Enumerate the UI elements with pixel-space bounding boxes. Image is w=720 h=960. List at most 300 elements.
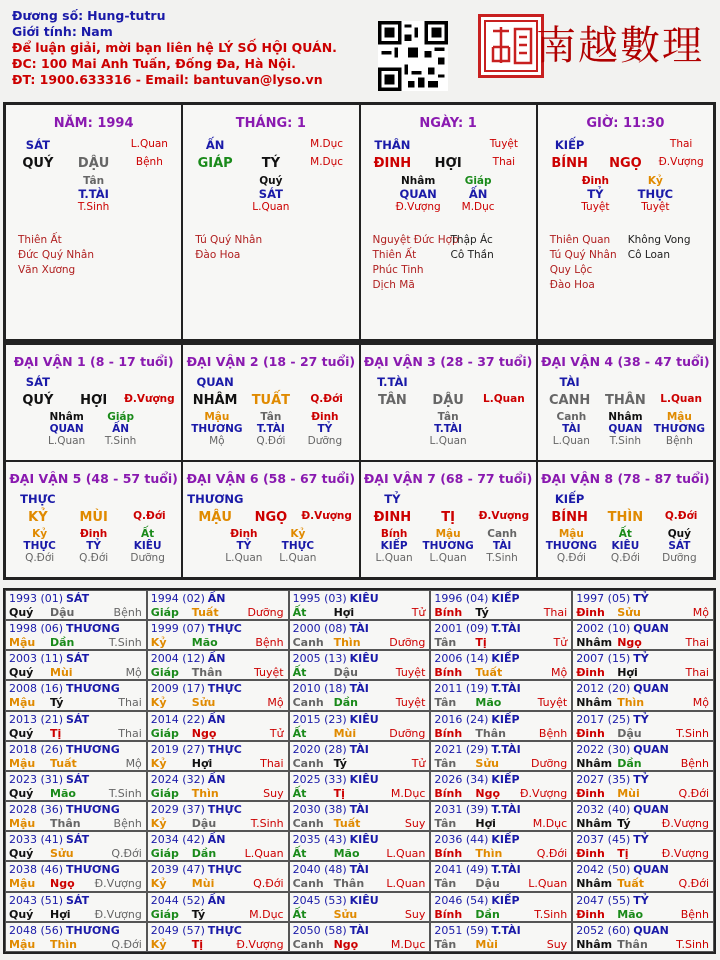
hidden-stem-stage: T.Sinh [104, 435, 137, 447]
year-life-stage: Thai [118, 696, 142, 710]
hidden-stem [625, 175, 685, 213]
year-cell[interactable] [147, 861, 289, 891]
year-god: KIÊU [349, 833, 379, 847]
year-branch: Ngọ [475, 786, 501, 800]
pillar-cell[interactable] [182, 104, 359, 340]
year-stem: Đinh [576, 726, 605, 740]
year-stem: Ất [292, 847, 307, 861]
year-branch: Dần [617, 756, 642, 770]
dai-van-title: ĐẠI VẬN 4 (38 - 47 tuổi) [541, 354, 710, 369]
year-label: 2016 (24) [434, 712, 489, 726]
year-stem: Kỷ [150, 756, 167, 770]
year-life-stage: Thai [118, 726, 142, 740]
hidden-stem-stage: Q.Đới [556, 552, 586, 564]
year-cell[interactable] [147, 892, 289, 922]
year-branch: Tuất [191, 606, 219, 619]
year-label: 2007 (15) [576, 652, 631, 666]
year-branch: Mùi [50, 666, 73, 680]
year-cell[interactable] [289, 680, 431, 710]
earthly-branch: TUẤT [251, 393, 291, 408]
pillar-title: NĂM: 1994 [53, 116, 134, 131]
year-branch: Tuất [50, 756, 77, 770]
hidden-stem [421, 528, 475, 564]
ten-god-label: KIẾP [554, 138, 585, 152]
year-cell[interactable] [5, 922, 147, 952]
hidden-stem-name: Kỷ [290, 528, 306, 540]
hidden-stem-god: TỶ [236, 540, 252, 552]
year-label: 2020 (28) [292, 742, 347, 756]
year-life-stage: Bệnh [680, 756, 709, 770]
qr-code-icon[interactable] [378, 21, 448, 91]
year-branch: Thân [50, 817, 81, 831]
year-life-stage: M.Dục [390, 937, 426, 951]
earthly-branch: HỢI [80, 393, 108, 408]
year-cell[interactable] [289, 590, 431, 620]
year-label: 2022 (30) [576, 742, 631, 756]
year-branch: Thìn [191, 786, 219, 800]
year-stem: Nhâm [576, 817, 613, 831]
year-life-stage: Tử [411, 756, 426, 770]
star-item: Đào Hoa [195, 249, 241, 261]
year-life-stage: Q.Đới [678, 877, 709, 891]
year-label: 2024 (32) [150, 772, 205, 786]
year-label: 2015 (23) [292, 712, 347, 726]
star-list [195, 233, 262, 263]
year-god: QUAN [633, 622, 669, 636]
year-branch: Dậu [333, 666, 358, 680]
ten-god-label: SÁT [25, 138, 50, 152]
hidden-stem-name: Tân [83, 175, 105, 187]
year-cell[interactable] [572, 680, 714, 710]
star-list-right [628, 233, 691, 263]
year-god: KIẾP [491, 833, 520, 847]
earthly-branch: NGỌ [254, 510, 288, 525]
year-stem: Bính [434, 726, 463, 740]
year-life-stage: Suy [404, 817, 426, 831]
year-god: KIẾP [491, 712, 520, 726]
dai-van-title: ĐẠI VẬN 3 (28 - 37 tuổi) [363, 354, 533, 369]
year-cell[interactable] [572, 590, 714, 620]
year-cell[interactable] [430, 741, 572, 771]
year-stem: Giáp [150, 606, 179, 619]
year-god: KIẾP [491, 893, 520, 907]
year-god: SÁT [66, 893, 90, 907]
hidden-stem-stage: Q.Đới [79, 552, 109, 564]
pillar-cell[interactable] [537, 104, 714, 340]
year-label: 2041 (49) [434, 863, 489, 877]
year-cell[interactable] [289, 831, 431, 861]
phone-email-line: ĐT: 1900.633316 - Email: bantuvan@lyso.vn [12, 72, 323, 87]
dai-van-god: THỰC [20, 492, 56, 506]
year-label: 2039 (47) [150, 863, 205, 877]
hidden-stem [652, 528, 706, 564]
year-life-stage: Thai [685, 636, 709, 650]
year-cell[interactable] [289, 711, 431, 741]
year-stem: Nhâm [576, 756, 613, 770]
heavenly-stem: KỶ [28, 510, 48, 525]
hidden-stem-stage: L.Quan [225, 552, 263, 564]
dai-van-cell[interactable] [182, 461, 359, 578]
year-stem: Tân [434, 877, 457, 891]
hidden-stem-stage: Đ.Vượng [395, 201, 441, 213]
dai-van-god: TỶ [384, 492, 401, 506]
year-cell[interactable] [5, 771, 147, 801]
year-cell[interactable] [147, 801, 289, 831]
year-cell[interactable] [289, 892, 431, 922]
brand-title: 南越數理 [536, 23, 704, 69]
year-god: ẤN [207, 893, 226, 907]
heavenly-stem: BÍNH [551, 510, 588, 525]
hidden-stem [64, 175, 124, 213]
year-stem: Mậu [9, 756, 36, 770]
year-label: 2042 (50) [576, 863, 631, 877]
dai-van-cell[interactable] [537, 461, 714, 578]
year-branch: Dần [50, 636, 75, 650]
year-cell[interactable] [147, 922, 289, 952]
year-cell[interactable] [430, 650, 572, 680]
year-god: T.TÀI [491, 923, 521, 937]
year-label: 2030 (38) [292, 803, 347, 817]
year-label: 2008 (16) [9, 682, 64, 696]
year-stem: Tân [434, 756, 457, 770]
year-cell[interactable] [289, 620, 431, 650]
year-cell[interactable] [430, 711, 572, 741]
year-label: 2023 (31) [9, 772, 64, 786]
heavenly-stem: BÍNH [551, 156, 588, 171]
year-stem: Ất [292, 606, 307, 619]
hidden-stem-name: Tân [437, 411, 459, 423]
year-god: TÀI [349, 682, 369, 696]
year-stem: Canh [292, 696, 324, 710]
life-stage: Q.Đới [310, 393, 343, 405]
year-branch: Tý [50, 696, 64, 710]
gender-label: Giới tính: [12, 24, 77, 39]
life-stage: Đ.Vượng [478, 510, 530, 522]
year-stem: Đinh [576, 666, 605, 680]
year-god: SÁT [66, 652, 90, 666]
year-stem: Ất [292, 726, 307, 740]
dai-van-grid [3, 342, 716, 580]
year-cell[interactable] [289, 801, 431, 831]
year-cell[interactable] [147, 590, 289, 620]
year-label: 2009 (17) [150, 682, 205, 696]
year-cell[interactable] [572, 620, 714, 650]
year-branch: Tuất [475, 666, 503, 680]
hidden-stem-stage: M.Dục [461, 201, 495, 213]
dai-van-title: ĐẠI VẬN 2 (18 - 27 tuổi) [186, 354, 356, 369]
year-cell[interactable] [5, 741, 147, 771]
year-label: 2050 (58) [292, 923, 347, 937]
year-label: 2040 (48) [292, 863, 347, 877]
year-cell[interactable] [430, 922, 572, 952]
year-branch: Tý [475, 606, 489, 619]
year-god: QUAN [633, 863, 669, 877]
year-god: KIÊU [349, 893, 379, 907]
year-stem: Canh [292, 877, 324, 891]
truong-sinh-label: M.Dục [310, 138, 344, 150]
year-branch: Ngọ [50, 877, 75, 891]
pillar-title: THÁNG: 1 [235, 116, 306, 131]
year-cell[interactable] [430, 771, 572, 801]
pillar-title: NGÀY: 1 [419, 116, 477, 131]
year-branch: Sửu [617, 606, 641, 619]
year-label: 2036 (44) [434, 833, 489, 847]
hidden-stem-god: SÁT [668, 540, 691, 552]
year-cell[interactable] [430, 892, 572, 922]
year-branch: Hợi [191, 756, 213, 770]
year-cell[interactable] [572, 831, 714, 861]
branch-life-stage: Thai [492, 156, 516, 168]
year-life-stage: Suy [404, 907, 426, 921]
hidden-stem-stage: Bệnh [665, 435, 693, 447]
hidden-stem-name: Quý [259, 175, 283, 187]
year-cell[interactable] [5, 711, 147, 741]
star-item: Đào Hoa [549, 279, 595, 291]
year-life-stage: T.Sinh [108, 786, 142, 800]
year-stem: Nhâm [576, 636, 613, 650]
year-god: THỰC [207, 923, 242, 937]
year-cell[interactable] [5, 620, 147, 650]
year-god: THƯƠNG [66, 682, 120, 696]
hidden-stem [448, 175, 508, 213]
year-stem: Quý [9, 606, 34, 619]
dai-van-cell[interactable] [5, 461, 182, 578]
year-god: TỶ [633, 592, 649, 605]
year-branch: Tị [475, 636, 487, 650]
hidden-stem-name: Giáp [107, 411, 135, 423]
hidden-stem-name: Đinh [311, 411, 339, 423]
hidden-stem-stage: Q.Đới [610, 552, 640, 564]
star-list [373, 233, 459, 293]
year-life-stage: L.Quan [386, 877, 426, 891]
hidden-stem [598, 528, 652, 564]
year-cell[interactable] [572, 801, 714, 831]
hidden-stem-god: T.TÀI [78, 187, 109, 201]
hidden-stem-god: THƯƠNG [653, 423, 706, 435]
hidden-stem-name: Ất [141, 528, 155, 540]
year-cell[interactable] [289, 861, 431, 891]
hidden-stem-god: SÁT [258, 187, 283, 201]
hidden-stem [271, 528, 325, 564]
year-cell[interactable] [5, 650, 147, 680]
year-cell[interactable] [5, 831, 147, 861]
year-label: 2003 (11) [9, 652, 64, 666]
year-stem: Bính [434, 786, 463, 800]
hidden-stem [94, 411, 148, 447]
year-label: 1994 (02) [150, 592, 205, 605]
year-cell[interactable] [147, 650, 289, 680]
hidden-stem-stage: T.Sinh [77, 201, 110, 213]
year-branch: Tị [50, 726, 62, 740]
year-cell[interactable] [572, 741, 714, 771]
year-cell[interactable] [430, 801, 572, 831]
ten-god-label: ẤN [205, 138, 225, 152]
year-cell[interactable] [147, 620, 289, 650]
year-label: 2013 (21) [9, 712, 64, 726]
year-life-stage: M.Dục [390, 786, 426, 800]
dai-van-cell[interactable] [537, 344, 714, 461]
year-life-stage: Tuyệt [395, 696, 426, 710]
year-god: ẤN [207, 772, 226, 786]
hidden-stem-name: Nhâm [400, 175, 436, 187]
year-cell[interactable] [147, 680, 289, 710]
earthly-branch: TỊ [441, 510, 455, 525]
year-stem: Kỷ [150, 636, 167, 650]
year-stem: Tân [434, 696, 457, 710]
year-god: KIÊU [349, 772, 379, 786]
year-cell[interactable] [430, 620, 572, 650]
year-branch: Mão [50, 786, 76, 800]
year-stem: Giáp [150, 726, 179, 740]
hidden-stem [475, 528, 529, 564]
year-stem: Bính [434, 907, 463, 921]
dai-van-cell[interactable] [5, 344, 182, 461]
year-label: 2035 (43) [292, 833, 347, 847]
year-cell[interactable] [289, 650, 431, 680]
branch-life-stage: M.Dục [310, 156, 344, 168]
year-life-stage: T.Sinh [534, 907, 568, 921]
year-cell[interactable] [5, 680, 147, 710]
hidden-stem-stage: Dưỡng [130, 552, 165, 564]
year-label: 2031 (39) [434, 803, 489, 817]
year-god: ẤN [207, 592, 226, 605]
year-life-stage: T.Sinh [250, 817, 284, 831]
year-cell[interactable] [572, 771, 714, 801]
hidden-stem-name: Kỷ [647, 175, 663, 187]
year-life-stage: Tuyệt [395, 666, 426, 680]
year-cell[interactable] [5, 801, 147, 831]
year-cell[interactable] [289, 922, 431, 952]
year-label: 2000 (08) [292, 622, 347, 636]
year-label: 2033 (41) [9, 833, 64, 847]
year-cell[interactable] [572, 861, 714, 891]
year-label: 2052 (60) [576, 923, 631, 937]
year-stem: Mậu [9, 696, 36, 710]
year-label: 2034 (42) [150, 833, 205, 847]
dai-van-cell[interactable] [182, 344, 359, 461]
year-cell[interactable] [147, 711, 289, 741]
year-cell[interactable] [572, 892, 714, 922]
year-cell[interactable] [572, 922, 714, 952]
year-god: T.TÀI [491, 803, 521, 817]
star-item: Đức Quý Nhân [18, 249, 94, 261]
year-life-stage: L.Quan [386, 847, 426, 861]
year-life-stage: Bệnh [680, 907, 709, 921]
year-cell[interactable] [147, 831, 289, 861]
year-cell[interactable] [572, 650, 714, 680]
year-branch: Thìn [475, 847, 503, 861]
year-god: TÀI [349, 622, 369, 636]
hidden-stem-stage: L.Quan [552, 435, 590, 447]
dai-van-title: ĐẠI VẬN 6 (58 - 67 tuổi) [186, 471, 356, 486]
star-item: Quy Lộc [549, 264, 593, 276]
year-cell[interactable] [430, 861, 572, 891]
hidden-stem-name: Quý [667, 528, 691, 540]
year-branch: Mùi [333, 726, 357, 740]
year-cell[interactable] [430, 680, 572, 710]
hidden-stem-god: KIẾP [380, 540, 408, 552]
hidden-stem-name: Đinh [581, 175, 610, 187]
year-branch: Dần [475, 907, 500, 921]
four-pillars-grid [3, 102, 716, 342]
year-god: TỶ [633, 833, 649, 847]
year-cell[interactable] [147, 771, 289, 801]
year-life-stage: Bệnh [538, 726, 568, 740]
year-god: T.TÀI [491, 622, 521, 636]
year-cell[interactable] [430, 831, 572, 861]
name-label: Đương số: [12, 8, 84, 23]
dai-van-cell[interactable] [360, 344, 537, 461]
hidden-stem [421, 411, 475, 447]
hidden-stem-god: THỰC [637, 187, 674, 201]
year-god: THỰC [207, 622, 242, 636]
dai-van-god: KIẾP [554, 492, 585, 506]
year-cell[interactable] [5, 892, 147, 922]
dai-van-cell[interactable] [360, 461, 537, 578]
life-stage: Đ.Vượng [124, 393, 175, 405]
pillar-cell[interactable] [360, 104, 537, 340]
year-stem: Nhâm [576, 877, 613, 891]
hidden-stem-god: TÀI [562, 423, 581, 435]
year-cell[interactable] [430, 590, 572, 620]
star-item: Tú Quý Nhân [195, 234, 263, 246]
earthly-branch: HỢI [434, 156, 462, 171]
year-cell[interactable] [572, 711, 714, 741]
year-branch: Sửu [191, 696, 216, 710]
year-branch: Tý [191, 907, 206, 921]
year-cell[interactable] [147, 741, 289, 771]
year-god: TÀI [349, 742, 369, 756]
hidden-stem-name: Ất [618, 528, 632, 540]
year-life-stage: Đ.Vượng [519, 786, 568, 800]
year-cell[interactable] [289, 741, 431, 771]
heavenly-stem: GIÁP [197, 156, 233, 171]
year-branch: Dần [191, 847, 217, 861]
year-stem: Giáp [150, 666, 179, 680]
hidden-stem-name: Mậu [435, 528, 461, 540]
year-stem: Canh [292, 756, 324, 770]
year-cell[interactable] [289, 771, 431, 801]
year-life-stage: Mộ [550, 666, 568, 680]
hidden-stem [40, 411, 94, 447]
year-label: 2021 (29) [434, 742, 489, 756]
star-item: Thiên Ất [372, 249, 417, 261]
life-stage: Q.Đới [664, 510, 698, 522]
hidden-stem-stage: L.Quan [429, 435, 467, 447]
truong-sinh-label: L.Quan [130, 138, 168, 150]
year-branch: Dậu [617, 726, 642, 740]
year-god: SÁT [66, 772, 90, 786]
year-branch: Tị [333, 786, 345, 800]
hidden-stem-god: ẤN [468, 187, 488, 201]
hidden-stem-name: Tân [260, 411, 282, 423]
year-cell[interactable] [5, 861, 147, 891]
year-cell[interactable] [5, 590, 147, 620]
branch-life-stage: Đ.Vượng [658, 156, 704, 168]
year-life-stage: Thai [260, 756, 284, 770]
dai-van-god: QUAN [196, 375, 234, 389]
year-god: THƯƠNG [66, 742, 120, 756]
year-label: 1996 (04) [434, 592, 489, 605]
hidden-stem-name: Mậu [558, 528, 584, 540]
pillar-cell[interactable] [5, 104, 182, 340]
star-list [18, 233, 94, 278]
year-branch: Sửu [475, 756, 499, 770]
hidden-stem-name: Canh [556, 411, 587, 423]
year-branch: Hợi [475, 817, 496, 831]
life-stage: L.Quan [483, 393, 525, 405]
year-stem: Quý [9, 726, 34, 740]
